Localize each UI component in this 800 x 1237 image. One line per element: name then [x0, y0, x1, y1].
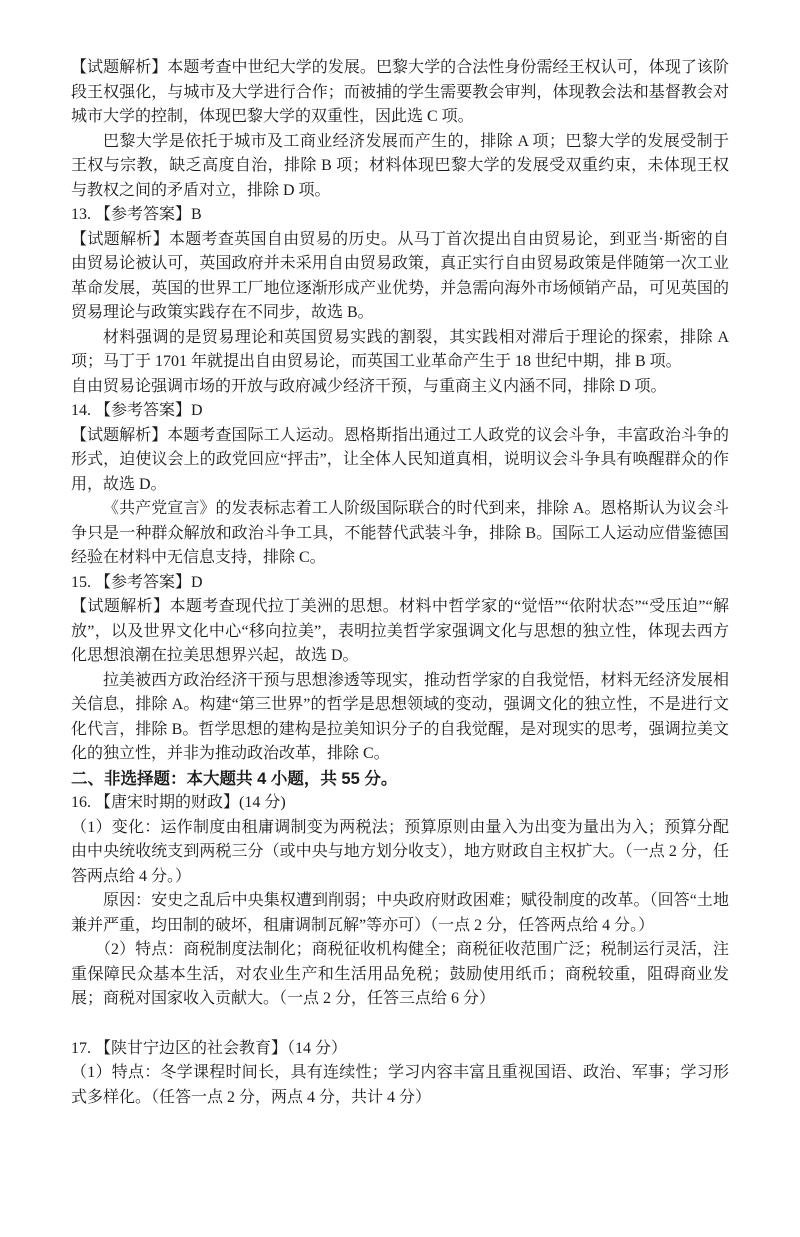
q12-exclusions: 巴黎大学是依托于城市及工商业经济发展而产生的，排除 A 项；巴黎大学的发展受制于王权与宗教，缺乏高度自治，排除 B 项；材料体现巴黎大学的发展受双重约束，未体现王权与教权之间的矛盾对立，排除 D 项。	[71, 132, 729, 199]
q17-part1-features: （1）特点：冬学课程时间长，具有连续性；学习内容丰富且重视国语、政治、军事；学习形式多样化。（任答一点 2 分，两点 4 分，共计 4 分）	[71, 1064, 729, 1106]
q16-part1-changes: （1）变化：运作制度由租庸调制变为两税法；预算原则由量入为出变为量出为入；预算分配由中央统收统支到两税三分（或中央与地方划分收支），地方财政自主权扩大。（一点 2 分，任答两点给 4 分。）	[71, 818, 729, 885]
q15-exclusions: 拉美被西方政治经济干预与思想渗透等现实，推动哲学家的自我觉悟，材料无经济发展相关信息，排除 A。构建“第三世界”的哲学是思想领域的变动，强调文化的独立性，不是进行文化代言，排除 B。哲学思想的建构是拉美知识分子的自我觉醒，是对现实的思考，强调拉美文化的独立性，并非为推动政治改革，排除 C。	[71, 671, 729, 762]
q14-answer: 14. 【参考答案】D	[71, 402, 203, 419]
q14-exclusions: 《共产党宣言》的发表标志着工人阶级国际联合的时代到来，排除 A。恩格斯认为议会斗争只是一种群众解放和政治斗争工具，不能替代武装斗争，排除 B。国际工人运动应借鉴德国经验在材料中无信息支持，排除 C。	[71, 500, 729, 566]
q16-title: 16. 【唐宋时期的财政】(14 分)	[71, 794, 286, 811]
q15-answer: 15. 【参考答案】D	[71, 573, 203, 591]
q17-title: 17. 【陕甘宁边区的社会教育】（14 分）	[71, 1039, 348, 1057]
q13-exclusions-ab: 材料强调的是贸易理论和英国贸易实践的割裂，其实践相对滞后于理论的探索，排除 A 项；马丁于 1701 年就提出自由贸易论，而英国工业革命产生于 18 世纪中期，排 B 项。	[71, 328, 729, 370]
q14-explanation: 【试题解析】本题考查国际工人运动。恩格斯指出通过工人政党的议会斗争，丰富政治斗争的形式，迫使议会上的政党回应“抨击”，让全体人民知道真相，说明议会斗争具有唤醒群众的作用，故选 D。	[71, 426, 729, 493]
section-heading-non-choice: 二、非选择题：本大题共 4 小题，共 55 分。	[71, 769, 398, 788]
q16-part1-reasons: 原因：安史之乱后中央集权遭到削弱；中央政府财政困难；赋役制度的改革。（回答“土地兼并严重，均田制的破坏，租庸调制瓦解”等亦可）（一点 2 分，任答两点给 4 分。）	[71, 892, 729, 934]
q16-part2-features: （2）特点：商税制度法制化；商税征收机构健全；商税征收范围广泛；税制运行灵活，注重保障民众基本生活，对农业生产和生活用品免税；鼓励使用纸币；商税较重，阻碍商业发展；商税对国家收入贡献大。（一点 2 分，任答三点给 6 分）	[71, 941, 729, 1007]
q12-explanation: 【试题解析】本题考查中世纪大学的发展。巴黎大学的合法性身份需经王权认可，体现了该阶段王权强化，与城市及大学进行合作；而被捕的学生需要教会审判，体现教会法和基督教会对城市大学的控制，体现巴黎大学的双重性，因此选 C 项。	[71, 59, 729, 125]
q13-exclusion-d: 自由贸易论强调市场的开放与政府减少经济干预，与重商主义内涵不同，排除 D 项。	[71, 377, 667, 395]
q13-explanation: 【试题解析】本题考查英国自由贸易的历史。从马丁首次提出自由贸易论，到亚当·斯密的自由贸易论被认可，英国政府并未采用自由贸易政策，真正实行自由贸易政策是伴随第一次工业革命发展，英国的世界工厂地位逐渐形成产业优势，并急需向海外市场倾销产品，可见英国的贸易理论与政策实践存在不同步，故选 B。	[71, 230, 729, 321]
q15-explanation: 【试题解析】本题考查现代拉丁美洲的思想。材料中哲学家的“觉悟”“依附状态”“受压迫”“解放”，以及世界文化中心“移向拉美”，表明拉美哲学家强调文化与思想的独立性，体现去西方化思想浪潮在拉美思想界兴起，故选 D。	[71, 598, 729, 664]
q13-answer: 13. 【参考答案】B	[71, 206, 202, 223]
